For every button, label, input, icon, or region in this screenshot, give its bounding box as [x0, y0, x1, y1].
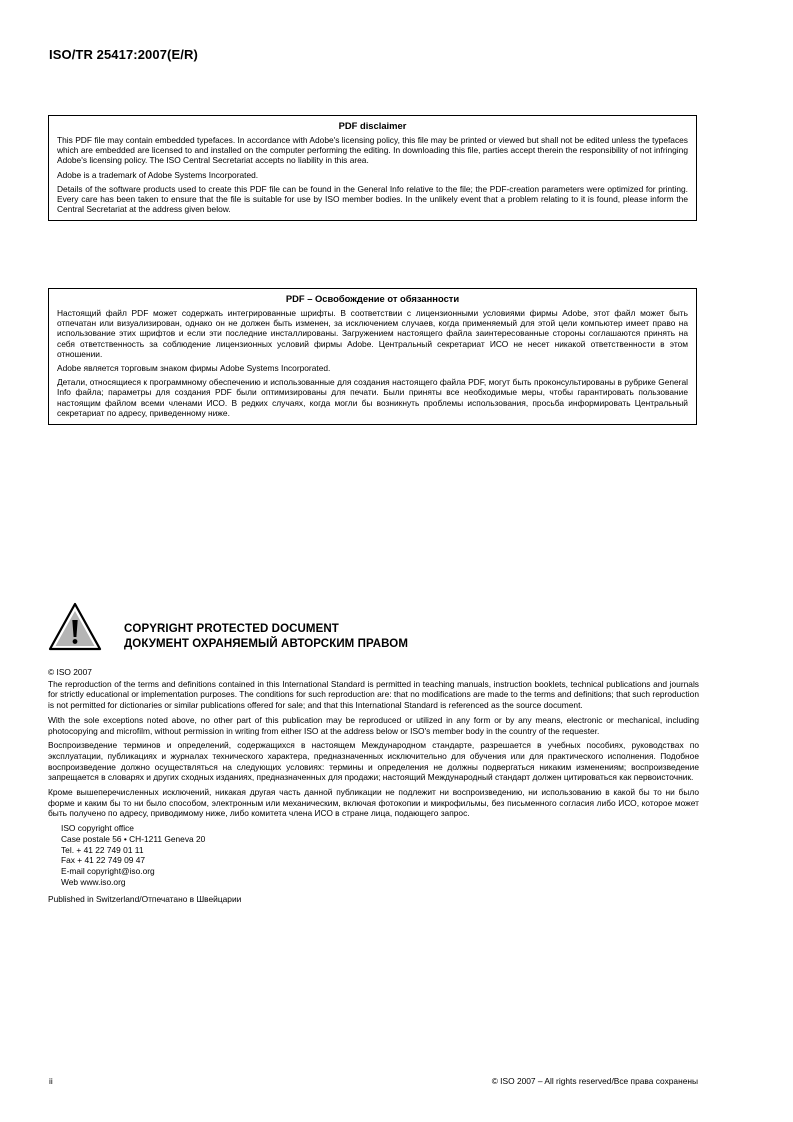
warning-triangle-icon [48, 602, 102, 652]
page-number: ii [49, 1076, 53, 1086]
address-line: E-mail copyright@iso.org [61, 865, 155, 876]
address-line: ISO copyright office [61, 823, 134, 834]
disclaimer-ru-paragraph: Настоящий файл PDF может содержать интегрированные шрифты. В соответствии с лицензионными условиями фирмы Adobe, этот файл может быть отпечатан или визуализирован, однако он не должен быть изменен, за исключением случаев, когда применяемый для этой цели компьютер имеет право на использование этих шрифтов и если эти последние инсталлированы. Загружением настоящего файла заинтересованные стороны соглашаются принять на себя ответственность за соблюдение лицензионных условий фирмы Adobe. Центральный секретариат ИСО не несет никакой ответственности в этом отношении. [57, 308, 688, 359]
iso-address [61, 823, 699, 887]
copyright-paragraph: The reproduction of the terms and definitions contained in this International Standard is permitted in teaching manuals, instruction booklets, technical publications and journals for strictly educational or implementation purposes. The conditions for such reproduction are: that no modifications are made to the terms and definitions; that such reproduction is not permitted for dictionaries or similar publications offered for sale; and that this International Standard is referenced as the source document. [48, 678, 699, 711]
disclaimer-ru-paragraph: Adobe является торговым знаком фирмы Adobe Systems Incorporated. [57, 363, 331, 374]
pdf-disclaimer-en [48, 115, 697, 221]
address-line: Case postale 56 • CH-1211 Geneva 20 [61, 833, 206, 844]
address-line: Web www.iso.org [61, 876, 126, 887]
copyright-paragraph: With the sole exceptions noted above, no other part of this publication may be reproduced or utilized in any form or by any means, electronic or mechanical, including photocopying and microfilm, without permission in writing from either ISO at the address below or ISO's member body in the country of the requester. [48, 714, 699, 736]
copyright-header [48, 602, 698, 654]
address-line: Tel. + 41 22 749 01 11 [61, 844, 144, 855]
rights-reserved: © ISO 2007 – All rights reserved/Все права сохранены [491, 1076, 698, 1086]
disclaimer-en-paragraph: Adobe is a trademark of Adobe Systems Incorporated. [57, 169, 259, 180]
disclaimer-en-paragraph: This PDF file may contain embedded typefaces. In accordance with Adobe's licensing policy, this file may be printed or viewed but shall not be edited unless the typefaces which are embedded are licensed to and installed on the computer performing the editing. In downloading this file, parties accept therein the responsibility of not infringing Adobe's licensing policy. The ISO Central Secretariat accepts no liability in this area. [57, 135, 688, 166]
copyright-title-ru: ДОКУМЕНТ ОХРАНЯЕМЫЙ АВТОРСКИМ ПРАВОМ [124, 638, 409, 650]
pdf-disclaimer-ru [48, 288, 697, 425]
address-line: Fax + 41 22 749 09 47 [61, 855, 146, 866]
document-id: ISO/TR 25417:2007(E/R) [49, 47, 198, 62]
disclaimer-en-paragraph: Details of the software products used to create this PDF file can be found in the General Info relative to the file; the PDF-creation parameters were optimized for printing. Every care has been taken to ensure that the file is suitable for use by ISO member bodies. In the unlikely event that a problem relating to it is found, please inform the Central Secretariat at the address given below. [57, 183, 688, 215]
copyright-title-en: COPYRIGHT PROTECTED DOCUMENT [124, 623, 339, 635]
disclaimer-en-title: PDF disclaimer [338, 120, 407, 131]
copyright-body [48, 667, 699, 909]
copyright-paragraph: Воспроизведение терминов и определений, содержащихся в настоящем Международном стандарте, разрешается в учебных пособиях, руководствах по эксплуатации, публикациях и журналах технического характера, предназначенных исключительно для обучения или для практического исполнения. Подобное воспроизведение должно осуществляться на следующих условиях: термины и определения не должны подвергаться никаким изменениям; воспроизведение запрещается в словарях и других сходных изданиях, предназначенных для продажи; настоящий Международный стандарт должен цитироваться как первоисточник. [48, 740, 699, 783]
copyright-paragraph: Кроме вышеперечисленных исключений, никакая другая часть данной публикации не подлежит ни воспроизведению, ни использованию в какой бы то ни было форме и каким бы то ни было способом, электронным или механическим, включая фотокопии и микрофильмы, без письменного согласия либо ИСО, которое может быть получено по адресу, приводимому ниже, либо комитета члена ИСО в стране лица, подающего запрос. [48, 787, 699, 819]
copyright-title [124, 622, 408, 652]
copyright-year: © ISO 2007 [48, 667, 92, 677]
disclaimer-ru-paragraph: Детали, относящиеся к программному обеспечению и использованные для создания настоящего файла PDF, могут быть проконсультированы в рубрике General Info файла; параметры для создания PDF были оптимизированы для печати. Были приняты все необходимые меры, чтобы гарантировать пользование настоящим файлом всеми членами ИСО. В редких случаях, когда могли бы возникнуть проблемы использования, просьба информировать Центральный секретариат по адресу, приведенному ниже. [57, 377, 688, 418]
published-line: Published in Switzerland/Отпечатано в Швейцарии [48, 894, 242, 905]
disclaimer-ru-title: PDF – Освобождение от обязанности [285, 293, 460, 304]
